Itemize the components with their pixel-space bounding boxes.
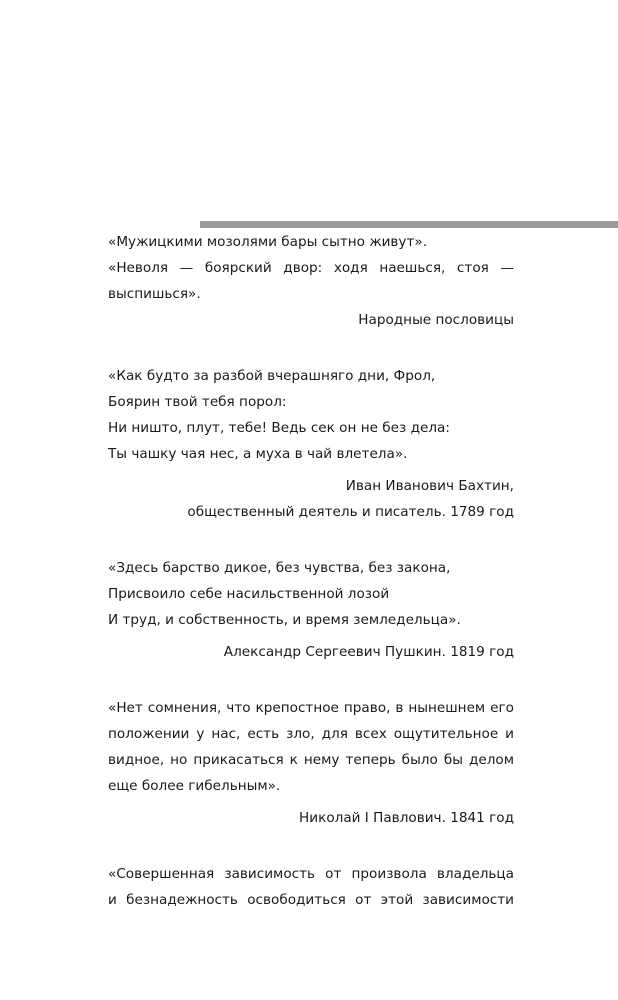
quote-line: «Нет сомнения, что крепостное право, в нынешнем его: [108, 700, 514, 716]
quote-line: выспишься».: [108, 286, 201, 302]
quote-line: Боярин твой тебя порол:: [108, 394, 287, 410]
quote-pushkin: [108, 555, 514, 665]
quote-line: Ни ништо, плут, тебе! Ведь сек он не без дела:: [108, 420, 450, 436]
quote-line: Ты чашку чая нес, а муха в чай влетела».: [108, 446, 408, 462]
quote-line: «Как будто за разбой вчерашняго дни, Фрол,: [108, 368, 436, 384]
quote-line: И труд, и собственность, и время земледельца».: [108, 612, 461, 628]
quote-line: Присвоило себе насильственной лозой: [108, 586, 390, 602]
quote-line: «Неволя — боярский двор: ходя наешься, стоя —: [108, 260, 514, 276]
quote-nicholas: [108, 695, 514, 831]
quote-line: еще более гибельным».: [108, 778, 281, 794]
quote-line: положении у нас, есть зло, для всех ощутительное и: [108, 726, 514, 742]
quote-proverbs: [108, 229, 514, 333]
quote-line: «Мужицкими мозолями бары сытно живут».: [108, 234, 428, 250]
quote-bakhtin: [108, 363, 514, 525]
quote-attribution: Александр Сергеевич Пушкин. 1819 год: [223, 644, 514, 660]
epigraph-block: [108, 229, 514, 913]
quote-attribution: общественный деятель и писатель. 1789 год: [187, 504, 514, 520]
quote-attribution: Николай I Павлович. 1841 год: [299, 810, 514, 826]
decorative-rule: [200, 221, 618, 228]
quote-line: видное, но прикасаться к нему теперь было бы делом: [108, 752, 514, 768]
quote-line: и безнадежность освободиться от этой зависимости: [108, 892, 514, 908]
quote-line: «Здесь барство дикое, без чувства, без закона,: [108, 560, 451, 576]
quote-attribution: Народные пословицы: [358, 312, 514, 328]
quote-dependence: [108, 861, 514, 913]
quote-attribution: Иван Иванович Бахтин,: [345, 478, 514, 494]
quote-line: «Совершенная зависимость от произвола владельца: [108, 866, 514, 882]
